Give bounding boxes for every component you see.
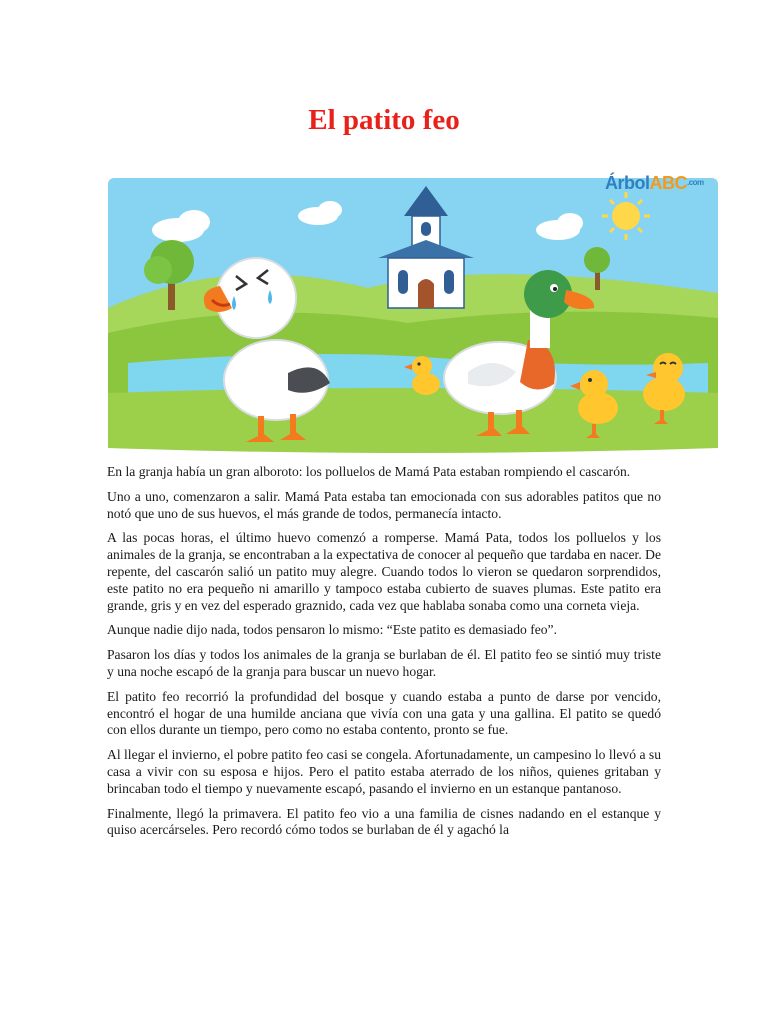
sun bbox=[612, 202, 640, 230]
paragraph: Finalmente, llegó la primavera. El patito feo vio a una familia de cisnes nadando en el estanque y quiso acercárseles. Pero recordó cómo todos se burlaban de él y agachó la bbox=[107, 805, 661, 838]
paragraph: El patito feo recorrió la profundidad del bosque y cuando estaba a punto de darse por vencido, encontró el hogar de una humilde anciana que vivía con una gata y una gallina. El patito se quedó con ellos durante un tiempo, pero como no estaba contento, pronto se fue. bbox=[107, 688, 661, 738]
story-text bbox=[107, 464, 661, 847]
paragraph: Al llegar el invierno, el pobre patito feo casi se congela. Afortunadamente, un campesino lo llevó a su casa a vivir con su esposa e hijos. Pero el patito estaba aterrado de los niños, quienes gritaban y brincaban todo el tiempo y nuevamente escapó, pasando el invierno en un estanque pantanoso. bbox=[107, 747, 661, 796]
page-title: El patito feo bbox=[308, 104, 460, 136]
logo-suffix: .com bbox=[687, 178, 704, 187]
arbolabc-logo bbox=[605, 170, 715, 196]
logo-part-abc: ABC bbox=[649, 173, 687, 193]
logo-part-arbol: Árbol bbox=[605, 173, 650, 193]
paragraph: En la granja había un gran alboroto: los polluelos de Mamá Pata estaban rompiendo el cascarón. bbox=[107, 464, 631, 479]
paragraph: Uno a uno, comenzaron a salir. Mamá Pata estaba tan emocionada con sus adorables patitos que no notó que uno de sus huevos, el más grande de todos, permanecía intacto. bbox=[107, 488, 661, 521]
story-illustration bbox=[108, 158, 718, 458]
ground bbox=[108, 388, 718, 453]
paragraph: A las pocas horas, el último huevo comenzó a romperse. Mamá Pata, todos los polluelos y los animales de la granja, se encontraban a la expectativa de conocer al pequeño que tardaba en nacer. De repente, del cascarón salió un patito muy alegre. Cuando todos lo vieron se quedaron sorprendidos, este patito no era pequeño ni amarillo y tampoco estaba cubierto de suaves plumas. Este patito era grande, gris y en vez del esperado graznido, cada vez que hablaba sonaba como una corneta vieja. bbox=[107, 530, 661, 613]
paragraph: Pasaron los días y todos los animales de la granja se burlaban de él. El patito feo se sintió muy triste y una noche escapó de la granja para buscar un nuevo hogar. bbox=[107, 647, 661, 679]
paragraph: Aunque nadie dijo nada, todos pensaron lo mismo: “Este patito es demasiado feo”. bbox=[107, 622, 557, 638]
